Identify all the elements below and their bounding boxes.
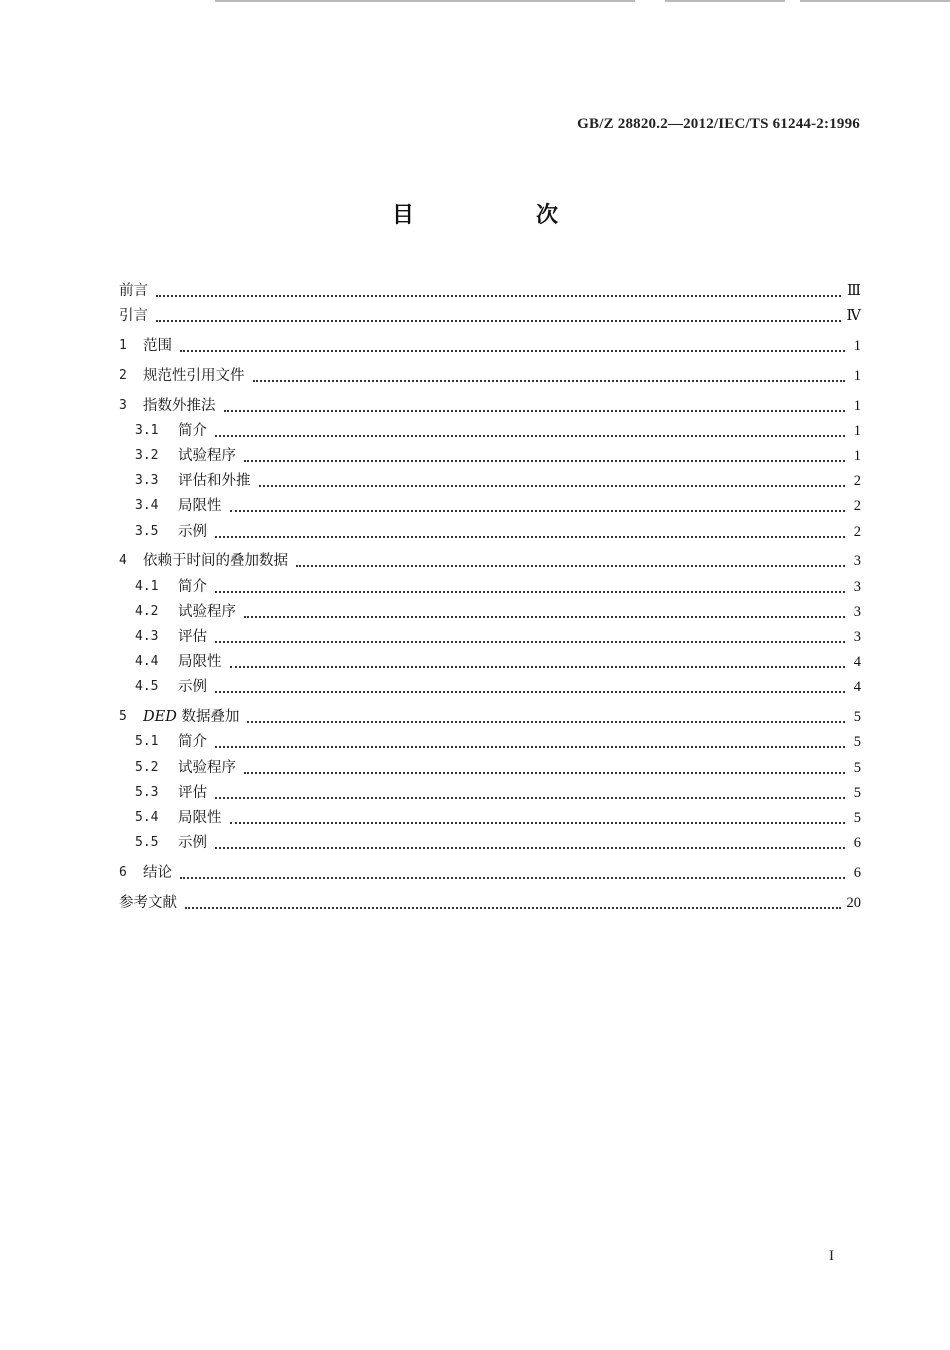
- toc-entry-title: 指数外推法: [143, 397, 216, 414]
- toc-entry-page: 4: [853, 679, 861, 696]
- toc-entry[interactable]: [119, 727, 861, 752]
- toc-entry-number: 4.4: [135, 654, 159, 670]
- dot-leader: [230, 666, 846, 668]
- toc-entry-title: 规范性引用文件: [143, 367, 245, 384]
- toc-entry-title: 范围: [143, 338, 172, 355]
- dot-leader: [156, 295, 841, 297]
- toc-entry-page: 20: [846, 894, 861, 911]
- toc-entry-title: DED 数据叠加: [143, 709, 240, 726]
- toc-entry-page: 5: [853, 784, 861, 801]
- toc-entry-page: 2: [853, 473, 861, 490]
- toc-entry-number: 3.1: [135, 422, 159, 438]
- toc-entry-number: 4.3: [135, 629, 159, 644]
- toc-entry-page: 5: [853, 759, 861, 776]
- dot-leader: [156, 320, 841, 322]
- dot-leader: [215, 797, 845, 799]
- toc-entry-title: 评估和外推: [178, 473, 251, 490]
- toc-entry-page: 1: [853, 397, 861, 414]
- toc-entry-number: 5.1: [135, 734, 159, 750]
- toc-entry-page: 5: [853, 734, 861, 751]
- toc-entry-title: 评估: [178, 784, 207, 801]
- dot-leader: [244, 616, 845, 618]
- toc-entry-title: 前言: [119, 283, 148, 300]
- toc-entry[interactable]: [119, 361, 861, 386]
- toc-entry-page: 1: [853, 422, 861, 439]
- toc-entry-number: 5: [119, 709, 127, 725]
- toc-entry-title: 试验程序: [178, 448, 236, 465]
- toc-entry-number: 5.3: [135, 784, 159, 800]
- toc-entry-title: 示例: [178, 679, 207, 696]
- dot-leader: [230, 510, 846, 512]
- toc-entry[interactable]: [119, 571, 861, 596]
- toc-entry-page: 2: [853, 498, 861, 515]
- toc-entry-page: Ⅳ: [846, 308, 861, 325]
- toc-entry-page: 3: [853, 603, 861, 620]
- toc-entry-title: 依赖于时间的叠加数据: [143, 553, 288, 570]
- toc-entry-number: 4.1: [135, 578, 159, 594]
- toc-entry-title: 参考文献: [119, 894, 177, 911]
- toc-entry[interactable]: [119, 546, 861, 571]
- toc-entry-title: 引言: [119, 308, 148, 325]
- toc-entry-page: 5: [853, 809, 861, 826]
- toc-entry-page: 1: [853, 367, 861, 384]
- dot-leader: [230, 822, 846, 824]
- toc-entry[interactable]: [119, 647, 861, 672]
- toc-entry-number: 5.2: [135, 759, 159, 775]
- toc-entry-number: 1: [119, 338, 127, 354]
- toc-entry[interactable]: [119, 441, 861, 466]
- dot-leader: [180, 877, 845, 879]
- toc-entry-number: 3.3: [135, 473, 159, 489]
- toc-entry-number: 4.2: [135, 603, 159, 619]
- toc-entry[interactable]: [119, 828, 861, 853]
- dot-leader: [224, 410, 846, 412]
- toc-entry-page: 3: [853, 553, 861, 570]
- dot-leader: [244, 460, 845, 462]
- scan-edge-line: [800, 0, 950, 2]
- toc-entry-number: 3.5: [135, 523, 159, 539]
- dot-leader: [215, 847, 845, 849]
- toc-entry-page: Ⅲ: [847, 283, 861, 300]
- toc-entry[interactable]: [119, 672, 861, 697]
- dot-leader: [215, 691, 845, 693]
- standard-number: GB/Z 28820.2—2012/IEC/TS 61244-2:1996: [577, 116, 860, 132]
- dot-leader: [185, 907, 841, 909]
- toc-entry[interactable]: [119, 391, 861, 416]
- toc-entry-title: 简介: [178, 578, 207, 595]
- toc-entry-number: 5.4: [135, 809, 159, 825]
- scan-edge-line: [665, 0, 785, 2]
- toc-entry-page: 3: [853, 629, 861, 645]
- toc-entry-page: 1: [853, 338, 861, 355]
- toc-entry-number: 6: [119, 864, 127, 880]
- toc-entry[interactable]: [119, 276, 861, 301]
- toc-entry-page: 6: [853, 835, 861, 852]
- toc-entry[interactable]: [119, 622, 861, 647]
- dot-leader: [244, 772, 845, 774]
- dot-leader: [180, 350, 845, 352]
- toc-entry-page: 5: [853, 709, 861, 726]
- toc-entry[interactable]: [119, 778, 861, 803]
- toc-entry[interactable]: [119, 516, 861, 541]
- table-of-contents: [119, 276, 861, 913]
- toc-entry-title: 局限性: [178, 809, 222, 826]
- dot-leader: [215, 591, 845, 593]
- toc-entry-page: 2: [853, 523, 861, 540]
- toc-entry[interactable]: [119, 702, 861, 727]
- toc-entry-title: 评估: [178, 629, 207, 645]
- toc-entry[interactable]: [119, 803, 861, 828]
- toc-entry[interactable]: [119, 858, 861, 883]
- toc-entry-number: 4.5: [135, 679, 159, 695]
- dot-leader: [215, 746, 845, 748]
- toc-entry-number: 3: [119, 397, 127, 413]
- dot-leader: [215, 536, 845, 538]
- toc-entry[interactable]: [119, 466, 861, 491]
- toc-entry-page: 4: [853, 654, 861, 671]
- dot-leader: [296, 565, 845, 567]
- toc-entry-page: 3: [853, 578, 861, 595]
- toc-entry[interactable]: [119, 887, 861, 912]
- dot-leader: [253, 380, 846, 382]
- toc-entry-title: 结论: [143, 864, 172, 881]
- toc-entry[interactable]: [119, 416, 861, 441]
- toc-entry-page: 1: [853, 448, 861, 465]
- toc-entry-title: 简介: [178, 422, 207, 439]
- toc-entry-title: 简介: [178, 734, 207, 751]
- dot-leader: [215, 641, 845, 643]
- toc-entry[interactable]: [119, 331, 861, 356]
- toc-entry-number: 2: [119, 367, 127, 383]
- toc-entry-title: 示例: [178, 523, 207, 540]
- dot-leader: [215, 435, 845, 437]
- toc-entry[interactable]: [119, 752, 861, 777]
- toc-entry[interactable]: [119, 491, 861, 516]
- toc-entry[interactable]: [119, 597, 861, 622]
- toc-entry-number: 4: [119, 553, 127, 569]
- toc-entry-number: 3.2: [135, 448, 159, 464]
- toc-entry-title: 局限性: [178, 654, 222, 671]
- toc-entry-page: 6: [853, 864, 861, 881]
- toc-entry-title: 试验程序: [178, 759, 236, 776]
- toc-heading: 目 次: [391, 203, 608, 228]
- italic-term: DED: [143, 709, 177, 726]
- toc-entry[interactable]: [119, 301, 861, 326]
- toc-entry-title: 示例: [178, 835, 207, 852]
- scan-edge-line: [215, 0, 635, 2]
- toc-entry-title: 局限性: [178, 498, 222, 515]
- page-number: I: [829, 1248, 834, 1264]
- dot-leader: [259, 485, 846, 487]
- toc-entry-title: 试验程序: [178, 603, 236, 620]
- dot-leader: [247, 721, 845, 723]
- toc-entry-number: 3.4: [135, 498, 159, 514]
- toc-entry-number: 5.5: [135, 835, 159, 851]
